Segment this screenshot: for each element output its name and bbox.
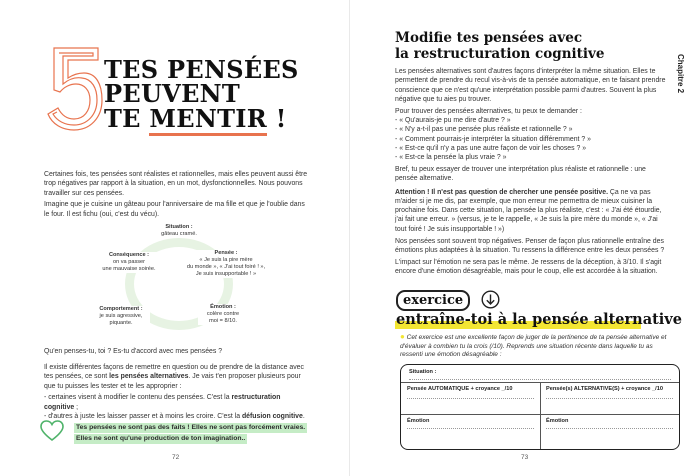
- question-item: - « N'y a-t-il pas une pensée plus réaliste et rationnelle ? »: [395, 126, 573, 134]
- section-title-line-2: la restructuration cognitive: [395, 46, 605, 62]
- chapter-number-five: [44, 44, 104, 132]
- writing-line[interactable]: [409, 379, 671, 380]
- cycle-node-comportement: Comportement : je suis agressive, piquante.: [92, 306, 150, 327]
- section-body: Les pensées alternatives sont d'autres façons d'interpréter la même situation. Elles te permettent de prendre du recul vis-à-vis de ta pensée automatique, en te faisant prendre conscience que ce n'est qu'une interprétation possible parmi d'autres. Souvent la plus négative que tu aies pu trouver. Pour trouver des pensées alternatives, tu peux te demander : - « Qu'aurais-je pu me dire d'autre ? » - « N'y a-t-il pas une pensée plus réaliste et rationnelle ? » - « Comment pourrais-je interpréter la situation différemment ? » - « Est-ce qu'il n'y a pas une autre façon de voir les choses ? » - « Est-ce la pensée la plus vraie ? » Bref, tu peux essayer de trouver une interprétation plus réaliste et rationnelle : une pensée alternative. Attention ! Il n'est pas question de chercher une pensée positive. Ça ne va pas m'aider si je me dis, par exemple, que mon erreur me permettra de mieux cuisiner la prochaine fois. Dans cette situation, la pensée la plus réaliste, c'est : « J'ai été étourdie, j'ai fait une erreur. » (versus, je te le rappelle, « Je suis la pire mère du monde », « J'ai tout foiré ! Je suis insupportable ! ») Nos pensées sont souvent trop négatives. Penser de façon plus rationnelle entraîne des émotions plus adaptées à la situation. Tu ressens la différence entre les deux pensées ? L'impact sur l'émotion ne sera pas le même. Je ressens de la déception, à 3/10. Il s'agit encore d'une émotion désagréable, mais pour le coup, elle est accordée à la situation.: [395, 68, 666, 275]
- table-emotion-1: Émotion: [407, 418, 430, 424]
- page-number: 72: [172, 454, 180, 461]
- title-line-2: PEUVENT: [104, 79, 241, 108]
- highlight-line-2: Elles ne sont qu'une production de ton imagination..: [76, 435, 246, 442]
- paragraph: Les pensées alternatives sont d'autres façons d'interpréter la même situation. Elles te permettent de prendre du recul vis-à-vis de ta pensée automatique, en te faisant prendre conscience que ce n'est qu'une interprétation possible parmi d'autres. Souvent la plus négative que tu aies pu trouver.: [395, 68, 666, 103]
- exercise-table: [400, 364, 680, 450]
- table-col-alternative: Pensée(s) ALTERNATIVE(S) + croyance _/10: [546, 386, 663, 392]
- paragraph: Pour trouver des pensées alternatives, tu peux te demander :: [395, 107, 582, 115]
- section-title-line-1: Modifie tes pensées avec: [395, 30, 583, 46]
- exercise-intro: ● Cet exercice est une excellente façon de juger de la pertinence de ta pensée alternative et d'évaluer à combien tu la crois (/10). Reprends une situation récente dans laquelle tu as ressenti une émotion désagréable :: [400, 332, 667, 359]
- right-page: [350, 0, 700, 476]
- highlight-line-1: Tes pensées ne sont pas des faits ! Elles ne sont pas forcément vraies.: [76, 424, 306, 431]
- cycle-node-situation: Situation : gâteau cramé.: [148, 224, 210, 238]
- paragraph: Nos pensées sont souvent trop négatives. Penser de façon plus rationnelle entraîne des émotions plus adaptées à la situation. Tu ressens la différence entre les deux pensées ?: [395, 237, 665, 254]
- paragraph: Bref, tu peux essayer de trouver une interprétation plus réaliste et rationnelle : une pensée alternative.: [395, 165, 646, 183]
- chapter-label: Chapitre 2: [676, 54, 685, 94]
- cycle-node-consequence: Conséquence : on va passer une mauvaise soirée.: [96, 252, 162, 273]
- title-underlined-word: MENTIR: [149, 104, 267, 136]
- table-emotion-2: Émotion: [546, 418, 569, 424]
- writing-line[interactable]: [546, 428, 673, 429]
- cycle-node-pensee: Pensée : « Je suis la pire mère du monde », « J'ai tout foiré ! », Je suis insupportable ! »: [186, 250, 266, 277]
- exercise-title: entraîne-toi à la pensée alternative: [396, 311, 682, 328]
- writing-line[interactable]: [546, 398, 673, 399]
- intro-paragraph: Imagine que je cuisine un gâteau pour l'anniversaire de ma fille et que je l'oublie dans le four. Il est fichu (oui, c'est du vécu).: [44, 201, 305, 218]
- body-text: Il existe différentes façons de remettre en question ou de prendre de la distance avec tes pensées, ce sont les pensées alternatives. Je vais t'en proposer plusieurs pour que tu puisses les tester et te les approprier : - certaines visent à modifier le contenu des pensées. C'est la restructuration cognitive ; - d'autres à juste les laisser passer et à moins les croire. C'est la défusion cognitive.: [44, 364, 305, 420]
- intro-text: [44, 170, 309, 221]
- page-number: 73: [521, 454, 529, 461]
- intro-paragraph: Certaines fois, tes pensées sont réalistes et rationnelles, mais elles peuvent aussi être trop négatives par rapport à la situation, en un mot, dysfonctionnelles. Nous pouvons travailler sur ces pensées.: [44, 171, 308, 197]
- arrow-down-icon: [481, 290, 500, 309]
- cycle-node-emotion: Émotion : colère contre moi = 8/10.: [198, 304, 248, 325]
- title-line-3: TE MENTIR !: [104, 106, 287, 132]
- question-text: Qu'en penses-tu, toi ? Es-tu d'accord avec mes pensées ?: [44, 348, 223, 355]
- exercise-badge: exercice: [396, 290, 470, 311]
- question-item: - « Comment pourrais-je interpréter la situation différemment ? »: [395, 135, 591, 143]
- title-line-1: TES PENSÉES: [104, 55, 299, 84]
- question-item: - « Est-ce la pensée la plus vraie ? »: [395, 154, 507, 162]
- writing-line[interactable]: [407, 428, 534, 429]
- paragraph: L'impact sur l'émotion ne sera pas le même. Je ressens de la déception, à 3/10. Il s'agit encore d'une émotion désagréable, mais pour le coup, elle est accordée à la situation.: [395, 258, 662, 275]
- attention-bold: Attention ! Il n'est pas question de chercher une pensée positive.: [395, 188, 608, 196]
- thought-cycle-diagram: [98, 224, 266, 346]
- table-col-automatic: Pensée AUTOMATIQUE + croyance _/10: [407, 386, 513, 392]
- table-situation-label: Situation :: [409, 369, 437, 375]
- question-item: - « Qu'aurais-je pu me dire d'autre ? »: [395, 116, 511, 124]
- question-item: - « Est-ce qu'il n'y a pas une autre façon de voir les choses ? »: [395, 144, 587, 152]
- heart-icon: [40, 420, 64, 442]
- writing-line[interactable]: [407, 398, 534, 399]
